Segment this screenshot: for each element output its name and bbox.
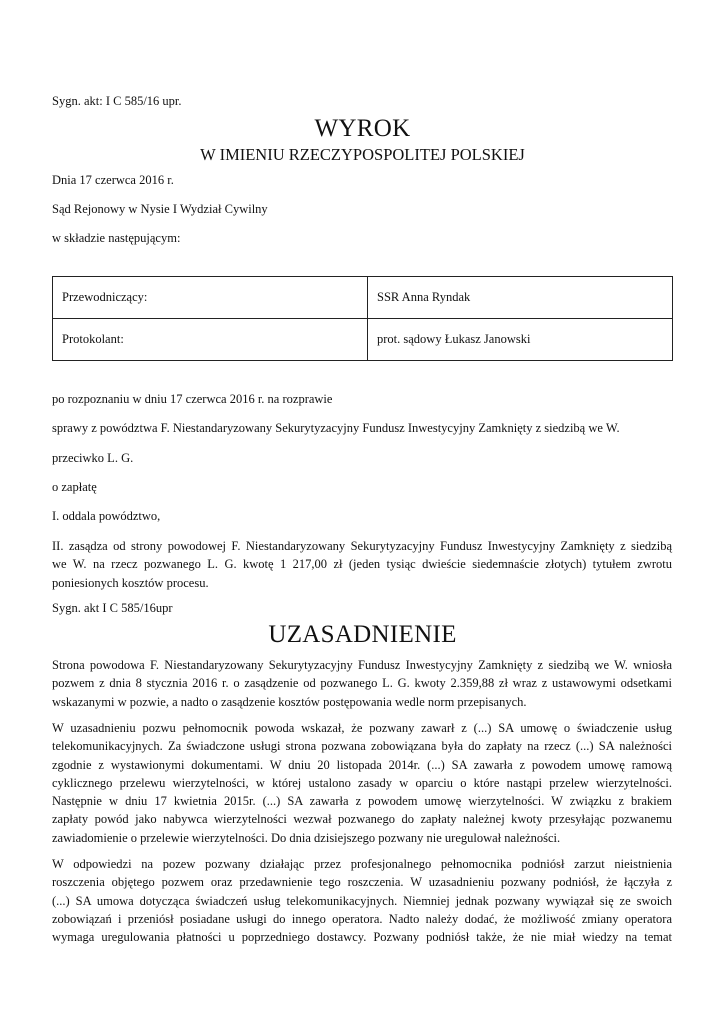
- text-line: Następnie w dniu 17 kwietnia 2015r. (...) SA zawarła z powodem umowę wierzytelności. W związku z brakiem: [52, 794, 672, 809]
- panel-role-cell: Protokolant:: [53, 319, 368, 361]
- ruling-point-2: [52, 537, 672, 592]
- text-line: wymaga uregulowania płatności u poprzedniego dostawcy. Pozwany podniósł także, że nie miał wiedzy na temat: [52, 930, 672, 945]
- panel-person-cell: prot. sądowy Łukasz Janowski: [368, 319, 673, 361]
- table-row: [53, 277, 673, 319]
- text-line: poniesionych kosztów procesu.: [52, 575, 209, 590]
- case-signature-bottom: Sygn. akt I C 585/16upr: [52, 601, 173, 615]
- justification-title: UZASADNIENIE: [268, 621, 457, 648]
- panel-person-cell: SSR Anna Ryndak: [368, 277, 673, 319]
- justification-paragraph-3: [52, 855, 672, 946]
- text-line: W uzasadnieniu pozwu pełnomocnik powoda wskazał, że pozwany zawarł z (...) SA umowę o świadczenie usług: [52, 721, 672, 735]
- document-subtitle: W IMIENIU RZECZYPOSPOLITEJ POLSKIEJ: [200, 145, 525, 164]
- case-subject: o zapłatę: [52, 480, 97, 494]
- case-signature-top: Sygn. akt: I C 585/16 upr.: [52, 94, 182, 108]
- text-line: zgodnie z wystawionymi dokumentami. W dniu 20 listopada 2014r. (...) SA zawarła z powodem umowę ramową: [52, 757, 672, 772]
- text-line: we W. na rzecz pozwanego L. G. kwotę 1 217,00 zł (jeden tysiąc dwieście siedemnaście złotych) tytułem zwrotu: [52, 557, 672, 572]
- court-panel-table: [52, 276, 673, 361]
- text-line: telekomunikacyjnych. Za świadczone usługi strona pozwana zobowiązana była do zapłaty na rzecz (...) SA należności: [52, 739, 672, 754]
- text-line: zapłaty powód jako nabywca wierzytelności wezwał pozwanego do zapłaty należnej kwoty przesyłając pozwanemu: [52, 812, 672, 827]
- defendant: przeciwko L. G.: [52, 451, 134, 465]
- text-line: W odpowiedzi na pozew pozwany działając przez profesjonalnego pełnomocnika podniósł zarzut nieistnienia: [52, 857, 672, 871]
- text-line: Strona powodowa F. Niestandaryzowany Sekurytyzacyjny Fundusz Inwestycyjny Zamknięty z siedzibą we W. wniosła: [52, 658, 672, 672]
- text-line: (...) SA umowa dotycząca świadczeń usług telekomunikacyjnych. Niemniej jednak pozwany wywiązał się ze swoich: [52, 893, 672, 908]
- table-row: [53, 319, 673, 361]
- hearing-info: po rozpoznaniu w dniu 17 czerwca 2016 r. na rozprawie: [52, 392, 333, 406]
- justification-paragraph-2: [52, 719, 672, 847]
- case-parties: sprawy z powództwa F. Niestandaryzowany Sekurytyzacyjny Fundusz Inwestycyjny Zamknięty z siedzibą we W.: [52, 421, 620, 435]
- text-line: cyklicznego przelewu wierzytelności, w której ustalono zasady w oparciu o które nastąpi przelew wierzytelności.: [52, 775, 672, 790]
- ruling-point-1: I. oddala powództwo,: [52, 509, 161, 523]
- justification-paragraph-1: [52, 656, 672, 711]
- court-name: Sąd Rejonowy w Nysie I Wydział Cywilny: [52, 202, 268, 216]
- text-line: roszczenia objętego pozwem oraz przedawnienie tego roszczenia. W uzasadnieniu pozwany podniósł, że łączyła z: [52, 875, 672, 890]
- text-line: zawiadomienie o przelewie wierzytelności. Do dnia dzisiejszego pozwany nie uregulował należności.: [52, 830, 561, 845]
- composition-label: w składzie następującym:: [52, 231, 181, 245]
- document-title: WYROK: [314, 115, 411, 142]
- text-line: zobowiązań i przeniósł posiadane usługi do innego operatora. Nadto należy dodać, że możliwość zmiany operatora: [52, 911, 672, 926]
- text-line: pozwem z dnia 8 stycznia 2016 r. o zasądzenie od pozwanego L. G. kwoty 2.359,88 zł wraz z ustawowymi odsetkami: [52, 676, 672, 691]
- text-line: wskazanymi w pozwie, a nadto o zasądzenie kosztów postępowania wedle norm przepisanych.: [52, 694, 527, 709]
- panel-role-cell: Przewodniczący:: [53, 277, 368, 319]
- text-line: II. zasądza od strony powodowej F. Niestandaryzowany Sekurytyzacyjny Fundusz Inwestycyjny Zamknięty z siedzibą: [52, 539, 672, 553]
- judgment-date: Dnia 17 czerwca 2016 r.: [52, 173, 174, 187]
